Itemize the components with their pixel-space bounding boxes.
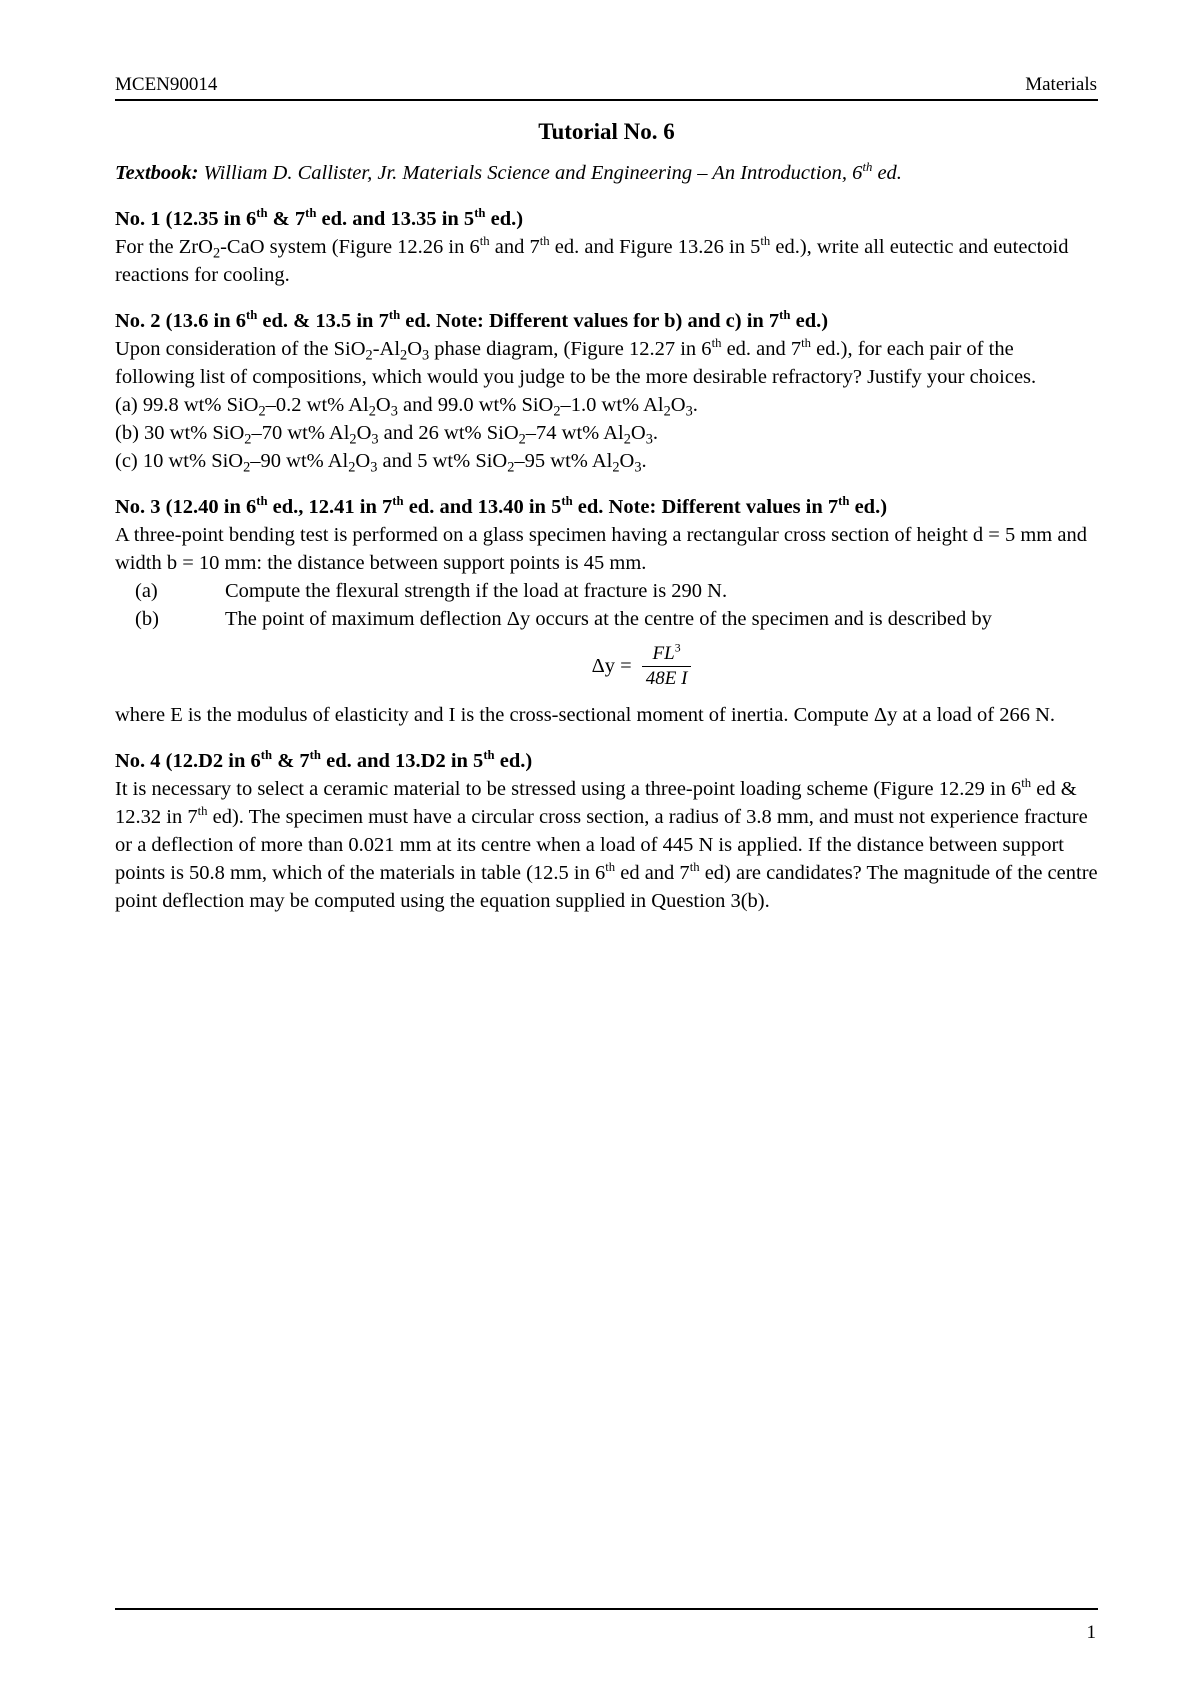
question-3-part-a — [115, 577, 1098, 605]
part-b-label: (b) — [135, 608, 159, 630]
textbook-label: Textbook: — [115, 162, 199, 184]
question-3-after: where E is the modulus of elasticity and I is the cross-sectional moment of inertia. Compute Δy at a load of 266 N. — [115, 704, 1056, 726]
textbook-text: William D. Callister, Jr. Materials Science and Engineering – An Introduction, 6 — [198, 162, 863, 184]
deflection-formula — [185, 635, 1098, 697]
question-1 — [115, 205, 1098, 289]
question-2-body: Upon consideration of the $SiO_2-Al_2O_3$ phase diagram, (Figure 12.27 in 6th ed. and 7th ed.), for each pair of the following list of compositions, which would you judge to be the more desirable refractory? Justify your choices. — [115, 335, 1037, 388]
header-course-code: MCEN90014 — [115, 74, 218, 95]
part-b-text: The point of maximum deflection Δy occurs at the centre of the specimen and is described by — [225, 608, 992, 630]
formula-lhs: Δy = — [591, 655, 632, 677]
question-1-body: For the ZrO$_2$-CaO system (Figure 12.26 in 6th and 7th ed. and Figure 13.26 in 5th ed.), write all eutectic and eutectoid reactions for cooling. — [115, 233, 1069, 286]
question-2-item-a: (a) 99.8 wt% SiO$_2$–0.2 wt% $Al_2O_3$ and 99.0 wt% SiO$_2$–1.0 wt% $Al_2O_3$. — [115, 394, 698, 420]
question-2-heading: No. 2 (13.6 in 6th ed. & 13.5 in 7th ed. Note: Different values for b) and c) in 7th ed.) — [115, 307, 829, 332]
question-2-item-c: (c) 10 wt% SiO$_2$–90 wt% $Al_2O_3$ and 5 wt% SiO$_2$–95 wt% $Al_2O_3$. — [115, 450, 647, 476]
question-2-item-b: (b) 30 wt% SiO$_2$–70 wt% $Al_2O_3$ and 26 wt% SiO$_2$–74 wt% $Al_2O_3$. — [115, 422, 659, 448]
page-number: 1 — [1086, 1622, 1096, 1643]
question-1-heading: No. 1 (12.35 in 6th & 7th ed. and 13.35 in 5th ed.) — [115, 205, 524, 230]
formula-denominator: 48E I — [645, 667, 688, 689]
page-title: Tutorial No. 6 — [538, 119, 675, 144]
part-a-label: (a) — [135, 580, 158, 602]
textbook-sup: th — [862, 159, 873, 174]
footer-rule — [115, 1608, 1098, 1610]
part-a-text: Compute the flexural strength if the load at fracture is 290 N. — [225, 580, 728, 602]
question-3-body: A three-point bending test is performed on a glass specimen having a rectangular cross section of height d = 5 mm and width b = 10 mm: the distance between support points is 45 mm. — [115, 524, 1087, 574]
formula-fraction — [642, 642, 692, 691]
header-rule — [115, 99, 1098, 101]
question-3-part-b — [115, 605, 1098, 633]
question-4 — [115, 747, 1098, 915]
textbook-tail: ed. — [872, 162, 902, 184]
textbook-reference — [115, 159, 1098, 187]
question-2 — [115, 307, 1098, 475]
question-3-heading: No. 3 (12.40 in 6th ed., 12.41 in 7th ed. and 13.40 in 5th ed. Note: Different values in 7th ed.) — [115, 493, 888, 518]
formula-numerator: $FL^3$ — [652, 640, 681, 664]
header-subject: Materials — [1025, 74, 1097, 95]
question-3 — [115, 493, 1098, 729]
question-4-heading: No. 4 (12.D2 in 6th & 7th ed. and 13.D2 in 5th ed.) — [115, 747, 533, 772]
question-4-body: It is necessary to select a ceramic material to be stressed using a three-point loading scheme (Figure 12.29 in 6th ed & 12.32 in 7th ed). The specimen must have a circular cross section, a radius of 3.8 mm, and must not experience fracture or a deflection of more than 0.021 mm at its centre when a load of 445 N is applied. If the distance between support points is 50.8 mm, which of the materials in table (12.5 in 6th ed and 7th ed) are candidates? The magnitude of the centre point deflection may be computed using the equation supplied in Question 3(b). — [115, 775, 1098, 912]
document-body — [115, 117, 1098, 933]
